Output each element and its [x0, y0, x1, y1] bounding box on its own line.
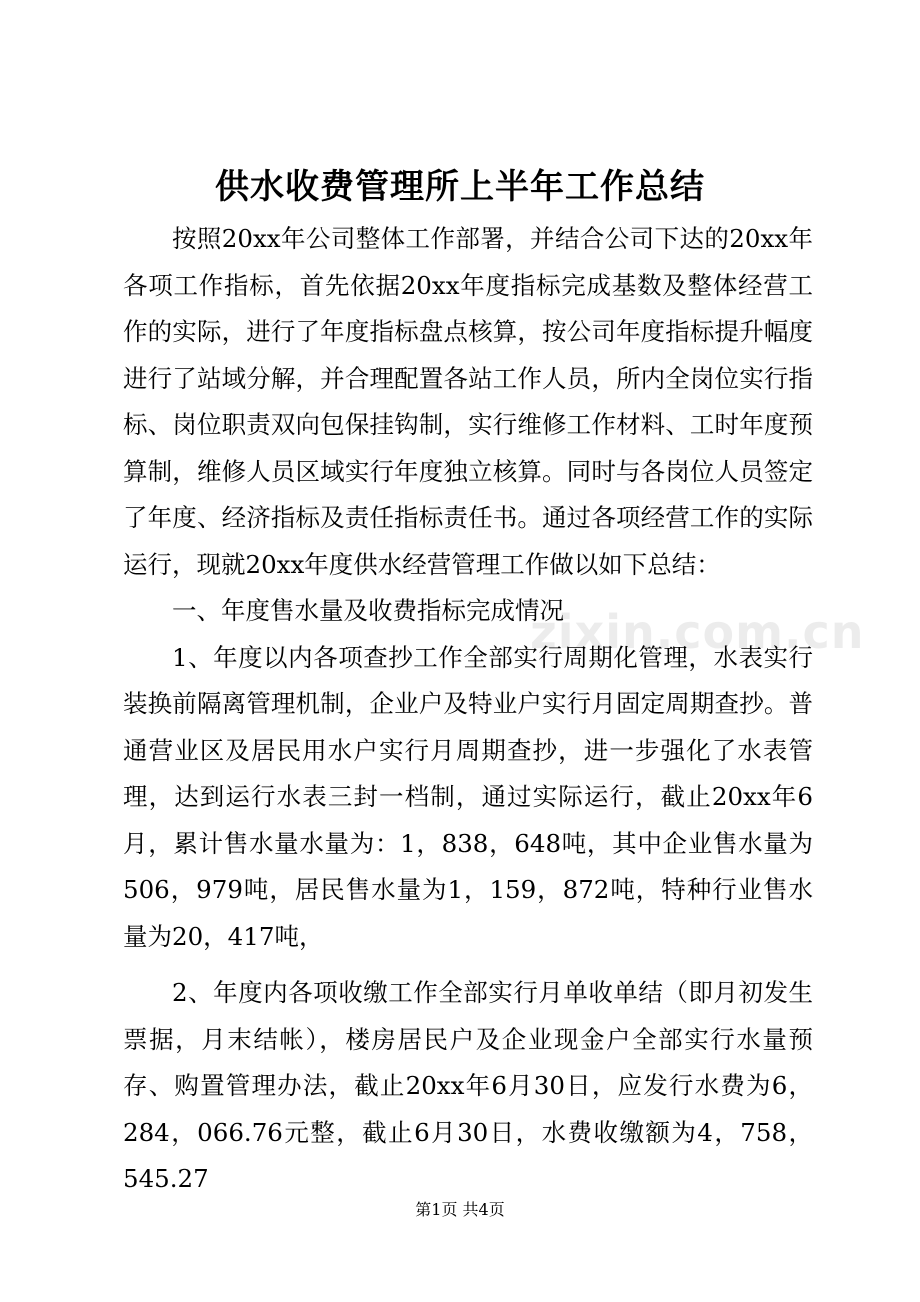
page-footer: 第1页 共4页: [415, 1200, 505, 1219]
paragraph-item-1: 1、年度以内各项查抄工作全部实行周期化管理，水表实行装换前隔离管理机制，企业户及特业户实行月固定周期查抄。普通营业区及居民用水户实行月周期查抄，进一步强化了水表管理，达到运行水表三封一档制，通过实际运行，截止20xx年6月，累计售水量水量为：1，838，648吨，其中企业售水量为506，979吨，居民售水量为1，159，872吨，特种行业售水量为20，417吨，: [123, 642, 813, 951]
watermark-text: zixin.com.cn: [530, 605, 865, 659]
document-body: [123, 216, 813, 1203]
paragraph-item-2: 2、年度内各项收缴工作全部实行月单收单结（即月初发生票据，月末结帐），楼房居民户及企业现金户全部实行水量预存、购置管理办法，截止20xx年6月30日，应发行水费为6，284，066.76元整，截止6月30日，水费收缴额为4，758，545.27: [123, 978, 813, 1193]
paragraph-intro: 按照20xx年公司整体工作部署，并结合公司下达的20xx年各项工作指标，首先依据20xx年度指标完成基数及整体经营工作的实际，进行了年度指标盘点核算，按公司年度指标提升幅度进行了站域分解，并合理配置各站工作人员，所内全岗位实行指标、岗位职责双向包保挂钩制，实行维修工作材料、工时年度预算制，维修人员区域实行年度独立核算。同时与各岗位人员签定了年度、经济指标及责任指标责任书。通过各项经营工作的实际运行，现就20xx年度供水经营管理工作做以如下总结：: [123, 224, 813, 579]
section-heading: 一、年度售水量及收费指标完成情况: [172, 596, 564, 625]
document-title: 供水收费管理所上半年工作总结: [215, 167, 705, 207]
